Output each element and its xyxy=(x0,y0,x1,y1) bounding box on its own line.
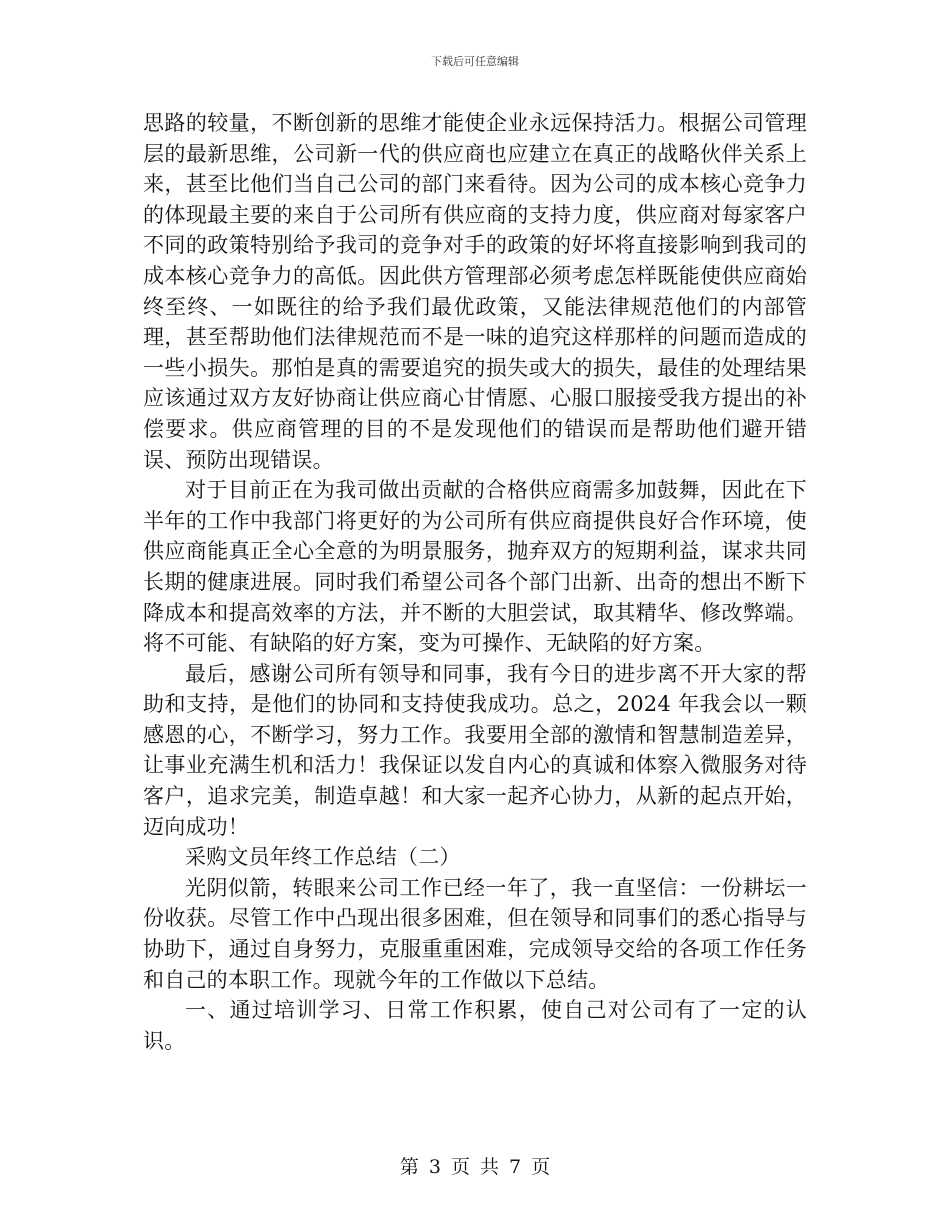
paragraph-thanks: 最后，感谢公司所有领导和同事，我有今日的进步离不开大家的帮助和支持，是他们的协同和支持使我成功。总之，2024 年我会以一颗感恩的心，不断学习，努力工作。我要用全部的激情和智慧制造差异，让事业充满生机和活力！我保证以发自内心的真诚和体察入微服务对待客户，追求完美，制造卓越！和大家一起齐心协力，从新的起点开始，迈向成功！ xyxy=(143,661,807,839)
paragraph-intro: 光阴似箭，转眼来公司工作已经一年了，我一直坚信：一份耕坛一份收获。尽管工作中凸现出很多困难，但在领导和同事们的悉心指导与协助下，通过自身努力，克服重重困难，完成领导交给的各项工作任务和自己的本职工作。现就今年的工作做以下总结。 xyxy=(143,875,807,992)
section-title: 采购文员年终工作总结（二） xyxy=(185,845,461,870)
page-number-footer: 第 3 页 共 7 页 xyxy=(399,1156,551,1178)
document-body xyxy=(143,108,807,1056)
paragraph-section-one: 一、通过培训学习、日常工作积累，使自己对公司有了一定的认识。 xyxy=(143,998,807,1053)
page-header: 下载后可任意编辑 xyxy=(431,55,519,68)
paragraph-supplier-strategy: 思路的较量，不断创新的思维才能使企业永远保持活力。根据公司管理层的最新思维，公司新一代的供应商也应建立在真正的战略伙伴关系上来，甚至比他们当自己公司的部门来看待。因为公司的成本核心竞争力的体现最主要的来自于公司所有供应商的支持力度，供应商对每家客户不同的政策特别给予我司的竞争对手的政策的好坏将直接影响到我司的成本核心竞争力的高低。因此供方管理部必须考虑怎样既能使供应商始终至终、一如既往的给予我们最优政策，又能法律规范他们的内部管理，甚至帮助他们法律规范而不是一味的追究这样那样的问题而造成的一些小损失。那怕是真的需要追究的损失或大的损失，最佳的处理结果应该通过双方友好协商让供应商心甘情愿、心服口服接受我方提出的补偿要求。供应商管理的目的不是发现他们的错误而是帮助他们避开错误、预防出现错误。 xyxy=(143,111,807,472)
paragraph-supplier-encouragement: 对于目前正在为我司做出贡献的合格供应商需多加鼓舞，因此在下半年的工作中我部门将更好的为公司所有供应商提供良好合作环境，使供应商能真正全心全意的为明景服务，抛弃双方的短期利益，谋求共同长期的健康进展。同时我们希望公司各个部门出新、出奇的想出不断下降成本和提高效率的方法，并不断的大胆尝试，取其精华、修改弊端。将不可能、有缺陷的好方案，变为可操作、无缺陷的好方案。 xyxy=(143,478,807,656)
